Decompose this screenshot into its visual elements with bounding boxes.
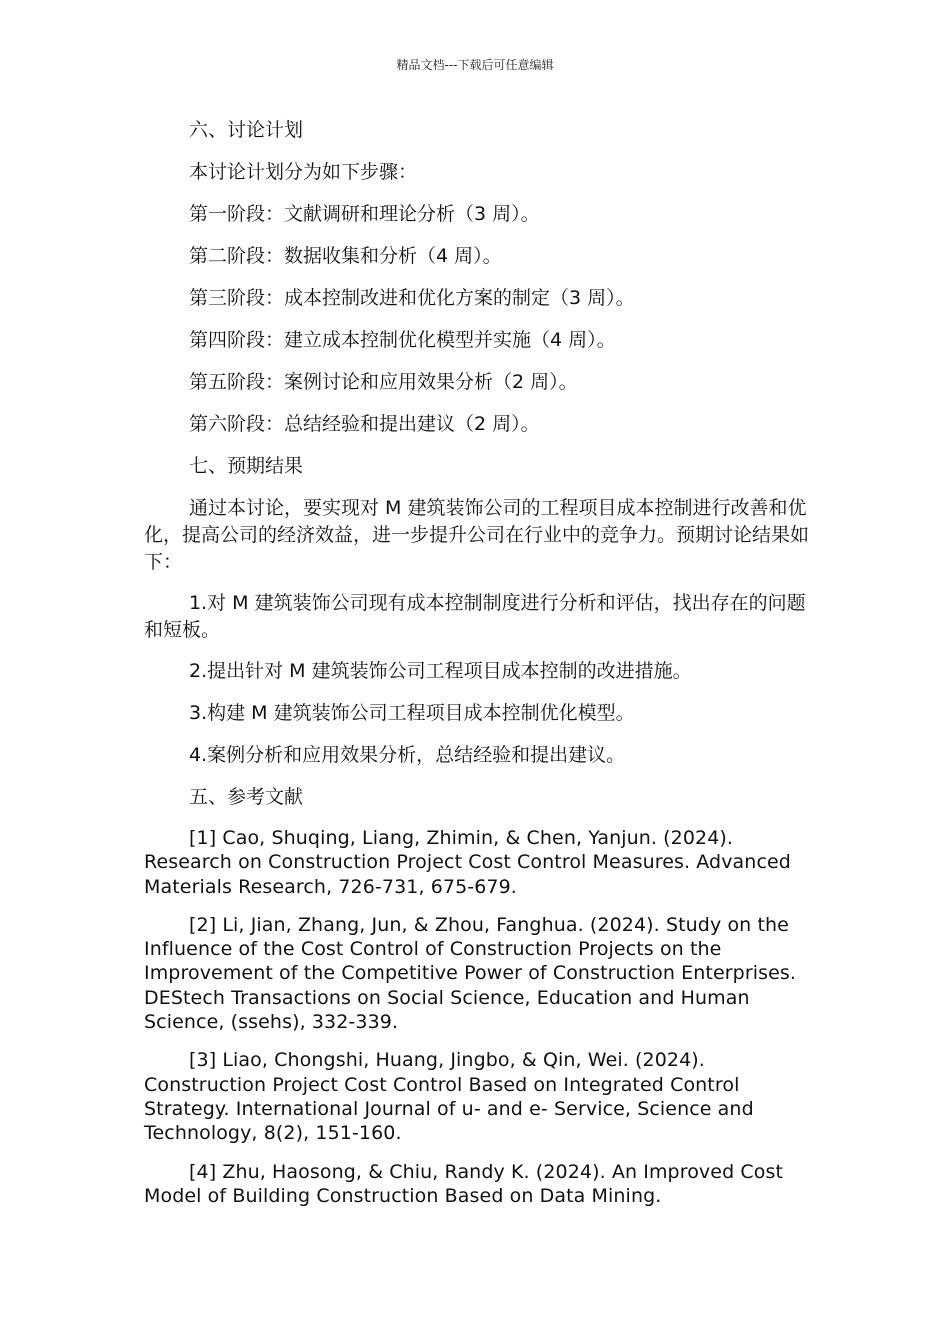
reference-item: [4] Zhu, Haosong, & Chiu, Randy K. (2024). An Improved Cost Model of Building Construction Based on Data Mining. [144,1160,784,1207]
section-heading-discussion-plan: 六、讨论计划 [189,119,304,141]
expected-result-3: 3.构建 M 建筑装饰公司工程项目成本控制优化模型。 [189,702,635,724]
document-body [144,117,809,1222]
section-heading-expected-results: 七、预期结果 [189,455,304,477]
reference-item: [2] Li, Jian, Zhang, Jun, & Zhou, Fanghua. (2024). Study on the Influence of the Cost Control of Construction Projects on the Improvement of the Competitive Power of Construction Enterprises. DEStech Transactions on Social Science, Education and Human Science, (ssehs), 332-339. [144,913,797,1034]
reference-item: [3] Liao, Chongshi, Huang, Jingbo, & Qin, Wei. (2024). Construction Project Cost Control Based on Integrated Control Strategy. International Journal of u- and e- Service, Science and Technology, 8(2), 151-160. [144,1049,754,1145]
page-header: 精品文档---下载后可任意编辑 [396,58,554,72]
plan-step-2: 第二阶段：数据收集和分析（4 周）。 [189,245,502,267]
plan-intro: 本讨论计划分为如下步骤： [189,161,418,183]
expected-result-4: 4.案例分析和应用效果分析，总结经验和提出建议。 [189,744,626,766]
plan-step-1: 第一阶段：文献调研和理论分析（3 周）。 [189,203,540,225]
plan-step-4: 第四阶段：建立成本控制优化模型并实施（4 周）。 [189,329,616,351]
plan-step-5: 第五阶段：案例讨论和应用效果分析（2 周）。 [189,371,578,393]
expected-result-2: 2.提出针对 M 建筑装饰公司工程项目成本控制的改进措施。 [189,660,692,682]
plan-step-6: 第六阶段：总结经验和提出建议（2 周）。 [189,413,540,435]
section-heading-references: 五、参考文献 [189,786,304,808]
expected-result-1: 1.对 M 建筑装饰公司现有成本控制制度进行分析和评估，找出存在的问题和短板。 [144,592,806,641]
plan-step-3: 第三阶段：成本控制改进和优化方案的制定（3 周）。 [189,287,635,309]
reference-item: [1] Cao, Shuqing, Liang, Zhimin, & Chen, Yanjun. (2024). Research on Construction Project Cost Control Measures. Advanced Materials Research, 726-731, 675-679. [144,827,791,898]
expected-results-intro: 通过本讨论，要实现对 M 建筑装饰公司的工程项目成本控制进行改善和优化，提高公司的经济效益，进一步提升公司在行业中的竞争力。预期讨论结果如下： [144,497,810,573]
